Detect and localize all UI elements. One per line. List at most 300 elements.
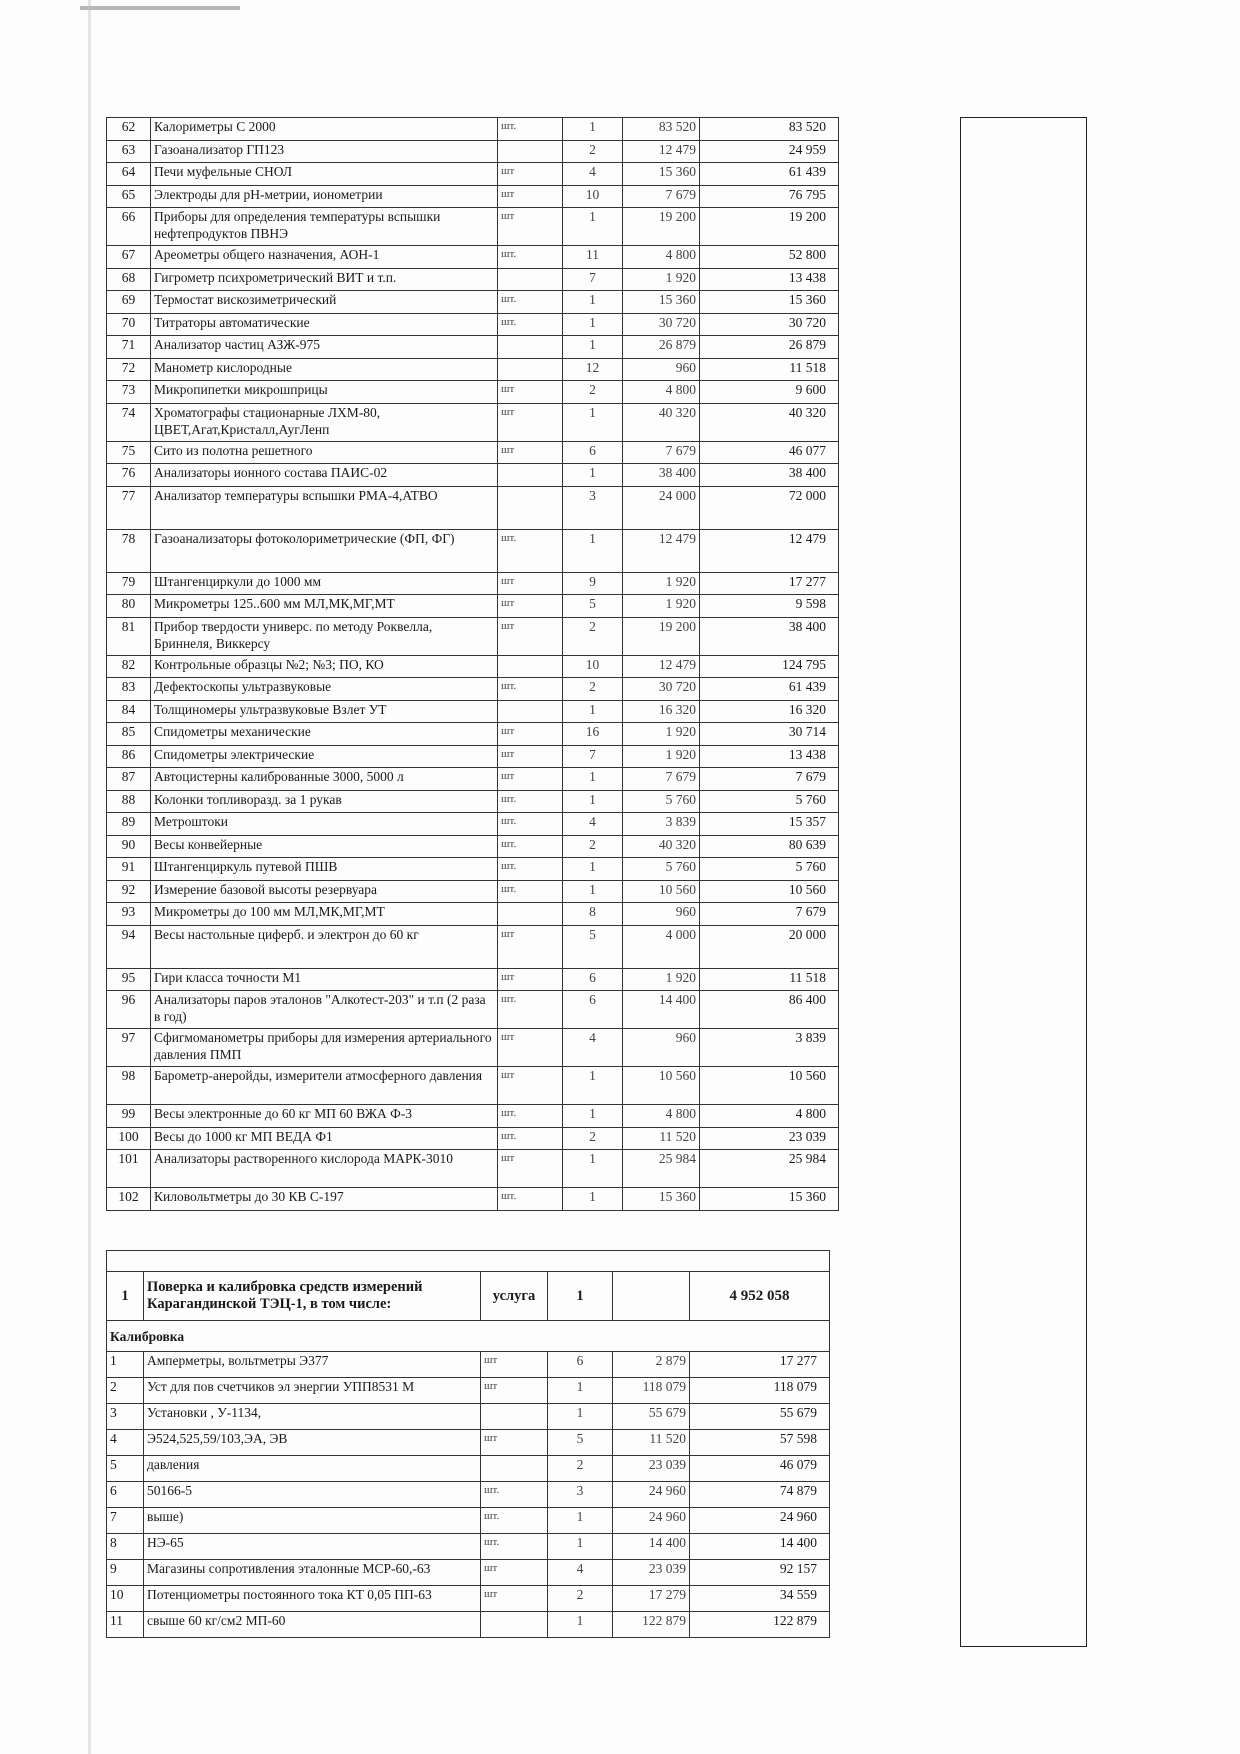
cell-total: 40 320 <box>700 403 839 441</box>
cell-qty: 12 <box>563 358 623 381</box>
cell-name: выше) <box>144 1508 481 1534</box>
cell-n: 98 <box>107 1067 151 1105</box>
cell-total: 25 984 <box>700 1150 839 1188</box>
cell-qty: 7 <box>563 745 623 768</box>
cell-name: Микропипетки микрошприцы <box>151 381 498 404</box>
service-row <box>107 1272 830 1321</box>
cell-price: 12 479 <box>623 529 700 572</box>
cell-total: 72 000 <box>700 486 839 529</box>
service-number: 1 <box>107 1272 144 1321</box>
cell-n: 5 <box>107 1456 144 1482</box>
table-row <box>107 358 839 381</box>
cell-n: 74 <box>107 403 151 441</box>
cell-unit: шт <box>498 1067 563 1105</box>
cell-unit: шт <box>498 381 563 404</box>
cell-total: 83 520 <box>700 118 839 141</box>
service-price <box>613 1272 690 1321</box>
cell-n: 86 <box>107 745 151 768</box>
cell-total: 38 400 <box>700 617 839 655</box>
cell-qty: 1 <box>563 858 623 881</box>
cell-total: 5 760 <box>700 858 839 881</box>
cell-price: 24 000 <box>623 486 700 529</box>
table-row <box>107 1508 830 1534</box>
cell-price: 16 320 <box>623 700 700 723</box>
cell-qty: 1 <box>563 291 623 314</box>
cell-qty: 1 <box>563 208 623 246</box>
cell-total: 52 800 <box>700 246 839 269</box>
table-row <box>107 858 839 881</box>
cell-name: Метроштоки <box>151 813 498 836</box>
cell-qty: 1 <box>548 1378 613 1404</box>
cell-price: 1 920 <box>623 595 700 618</box>
cell-qty: 16 <box>563 723 623 746</box>
table-row <box>107 1188 839 1211</box>
cell-total: 16 320 <box>700 700 839 723</box>
cell-total: 24 959 <box>700 140 839 163</box>
cell-price: 7 679 <box>623 768 700 791</box>
cell-n: 6 <box>107 1482 144 1508</box>
cell-qty: 1 <box>563 700 623 723</box>
cell-price: 19 200 <box>623 208 700 246</box>
cell-name: давления <box>144 1456 481 1482</box>
cell-total: 14 400 <box>690 1534 830 1560</box>
cell-n: 101 <box>107 1150 151 1188</box>
cell-unit: шт. <box>481 1482 548 1508</box>
cell-unit <box>498 268 563 291</box>
cell-name: Колонки топливоразд. за 1 рукав <box>151 790 498 813</box>
cell-qty: 1 <box>548 1508 613 1534</box>
cell-name: Газоанализаторы фотоколориметрические (ФП, ФГ) <box>151 529 498 572</box>
cell-unit: шт <box>498 185 563 208</box>
cell-n: 11 <box>107 1612 144 1638</box>
cell-n: 8 <box>107 1534 144 1560</box>
cell-qty: 2 <box>563 140 623 163</box>
cell-unit <box>481 1612 548 1638</box>
calibration-table <box>106 1250 830 1638</box>
cell-unit <box>498 903 563 926</box>
side-empty-box <box>960 117 1087 1647</box>
cell-name: свыше 60 кг/см2 МП-60 <box>144 1612 481 1638</box>
cell-qty: 2 <box>563 617 623 655</box>
cell-total: 15 357 <box>700 813 839 836</box>
cell-price: 960 <box>623 1029 700 1067</box>
cell-name: Прибор твердости универс. по методу Роквелла, Бриннеля, Виккерсу <box>151 617 498 655</box>
cell-unit: шт. <box>481 1534 548 1560</box>
cell-qty: 1 <box>563 313 623 336</box>
cell-price: 4 800 <box>623 1105 700 1128</box>
cell-price: 4 000 <box>623 925 700 968</box>
cell-n: 95 <box>107 968 151 991</box>
cell-price: 5 760 <box>623 790 700 813</box>
cell-total: 24 960 <box>690 1508 830 1534</box>
cell-unit: шт <box>498 441 563 464</box>
table-row <box>107 246 839 269</box>
cell-name: Дефектоскопы ультразвуковые <box>151 678 498 701</box>
cell-total: 30 714 <box>700 723 839 746</box>
cell-qty: 9 <box>563 572 623 595</box>
table-row <box>107 655 839 678</box>
calibration-table-container <box>106 1250 830 1638</box>
cell-name: Барометр-анеройды, измерители атмосферного давления <box>151 1067 498 1105</box>
cell-price: 12 479 <box>623 655 700 678</box>
cell-qty: 4 <box>548 1560 613 1586</box>
cell-n: 94 <box>107 925 151 968</box>
table-row <box>107 529 839 572</box>
cell-unit: шт <box>481 1352 548 1378</box>
cell-name: Ареометры общего назначения, АОН-1 <box>151 246 498 269</box>
table-row <box>107 745 839 768</box>
cell-price: 40 320 <box>623 835 700 858</box>
cell-price: 15 360 <box>623 291 700 314</box>
cell-qty: 6 <box>563 968 623 991</box>
table-row <box>107 1586 830 1612</box>
cell-unit: шт <box>481 1378 548 1404</box>
cell-qty: 1 <box>548 1534 613 1560</box>
cell-name: Хроматографы стационарные ЛХМ-80, ЦВЕТ,Агат,Кристалл,АугЛенп <box>151 403 498 441</box>
cell-n: 92 <box>107 880 151 903</box>
cell-n: 78 <box>107 529 151 572</box>
cell-name: Уст для пов счетчиков эл энергии УПП8531 М <box>144 1378 481 1404</box>
cell-n: 96 <box>107 991 151 1029</box>
cell-unit: шт. <box>498 291 563 314</box>
cell-total: 15 360 <box>700 1188 839 1211</box>
cell-qty: 1 <box>563 880 623 903</box>
cell-name: Магазины сопротивления эталонные МСР-60,-63 <box>144 1560 481 1586</box>
table-row <box>107 1560 830 1586</box>
cell-total: 34 559 <box>690 1586 830 1612</box>
cell-price: 23 039 <box>613 1456 690 1482</box>
cell-unit: шт. <box>498 858 563 881</box>
cell-price: 11 520 <box>623 1127 700 1150</box>
cell-n: 93 <box>107 903 151 926</box>
cell-name: Титраторы автоматические <box>151 313 498 336</box>
table-row <box>107 678 839 701</box>
cell-unit <box>498 140 563 163</box>
cell-name: Штангенциркуль путевой ПШВ <box>151 858 498 881</box>
table-row <box>107 163 839 186</box>
cell-unit: шт <box>498 925 563 968</box>
cell-price: 11 520 <box>613 1430 690 1456</box>
cell-unit <box>498 700 563 723</box>
table-row <box>107 991 839 1029</box>
cell-n: 97 <box>107 1029 151 1067</box>
cell-unit: шт <box>498 968 563 991</box>
cell-n: 85 <box>107 723 151 746</box>
table-row <box>107 208 839 246</box>
cell-name: Микрометры 125..600 мм МЛ,МК,МГ,МТ <box>151 595 498 618</box>
cell-price: 10 560 <box>623 880 700 903</box>
cell-unit: шт <box>498 768 563 791</box>
cell-total: 38 400 <box>700 464 839 487</box>
cell-qty: 6 <box>563 441 623 464</box>
cell-unit: шт <box>498 1029 563 1067</box>
cell-qty: 4 <box>563 1029 623 1067</box>
cell-qty: 10 <box>563 655 623 678</box>
cell-name: Штангенциркули до 1000 мм <box>151 572 498 595</box>
cell-unit: шт <box>481 1586 548 1612</box>
table-row <box>107 1150 839 1188</box>
cell-name: Весы электронные до 60 кг МП 60 ВЖА Ф-3 <box>151 1105 498 1128</box>
cell-unit: шт. <box>498 313 563 336</box>
cell-price: 2 879 <box>613 1352 690 1378</box>
cell-n: 76 <box>107 464 151 487</box>
cell-total: 10 560 <box>700 1067 839 1105</box>
cell-total: 76 795 <box>700 185 839 208</box>
cell-n: 65 <box>107 185 151 208</box>
cell-qty: 3 <box>548 1482 613 1508</box>
cell-qty: 8 <box>563 903 623 926</box>
cell-unit: шт. <box>498 790 563 813</box>
table-row <box>107 441 839 464</box>
cell-total: 13 438 <box>700 745 839 768</box>
cell-total: 7 679 <box>700 768 839 791</box>
cell-price: 15 360 <box>623 1188 700 1211</box>
cell-qty: 5 <box>563 925 623 968</box>
cell-price: 14 400 <box>623 991 700 1029</box>
cell-unit: шт <box>481 1560 548 1586</box>
cell-unit: шт <box>498 1150 563 1188</box>
cell-total: 9 600 <box>700 381 839 404</box>
cell-qty: 4 <box>563 813 623 836</box>
cell-total: 20 000 <box>700 925 839 968</box>
cell-name: Сфигмоманометры приборы для измерения артериального давления ПМП <box>151 1029 498 1067</box>
cell-total: 61 439 <box>700 163 839 186</box>
cell-price: 23 039 <box>613 1560 690 1586</box>
cell-qty: 10 <box>563 185 623 208</box>
table-row <box>107 1127 839 1150</box>
cell-price: 4 800 <box>623 246 700 269</box>
table-row <box>107 700 839 723</box>
cell-unit <box>481 1404 548 1430</box>
cell-name: Анализаторы растворенного кислорода МАРК-3010 <box>151 1150 498 1188</box>
cell-total: 57 598 <box>690 1430 830 1456</box>
cell-total: 12 479 <box>700 529 839 572</box>
cell-price: 118 079 <box>613 1378 690 1404</box>
cell-name: 50166-5 <box>144 1482 481 1508</box>
cell-total: 17 277 <box>700 572 839 595</box>
cell-n: 77 <box>107 486 151 529</box>
cell-qty: 1 <box>563 118 623 141</box>
cell-qty: 1 <box>548 1612 613 1638</box>
cell-total: 11 518 <box>700 968 839 991</box>
cell-total: 80 639 <box>700 835 839 858</box>
table-row <box>107 903 839 926</box>
cell-qty: 2 <box>563 1127 623 1150</box>
cell-price: 1 920 <box>623 572 700 595</box>
cell-n: 1 <box>107 1352 144 1378</box>
cell-total: 19 200 <box>700 208 839 246</box>
table-row <box>107 1352 830 1378</box>
cell-name: Печи муфельные СНОЛ <box>151 163 498 186</box>
cell-total: 55 679 <box>690 1404 830 1430</box>
cell-total: 15 360 <box>700 291 839 314</box>
cell-total: 86 400 <box>700 991 839 1029</box>
cell-price: 26 879 <box>623 336 700 359</box>
cell-unit: шт. <box>481 1508 548 1534</box>
cell-total: 4 800 <box>700 1105 839 1128</box>
cell-qty: 1 <box>563 1150 623 1188</box>
table-row <box>107 1378 830 1404</box>
cell-price: 5 760 <box>623 858 700 881</box>
cell-qty: 1 <box>563 464 623 487</box>
cell-price: 7 679 <box>623 185 700 208</box>
cell-price: 960 <box>623 903 700 926</box>
cell-price: 30 720 <box>623 678 700 701</box>
cell-name: Весы конвейерные <box>151 835 498 858</box>
cell-n: 68 <box>107 268 151 291</box>
cell-n: 2 <box>107 1378 144 1404</box>
cell-name: Анализатор температуры вспышки PMA-4,ATBO <box>151 486 498 529</box>
table-row <box>107 1430 830 1456</box>
cell-n: 99 <box>107 1105 151 1128</box>
cell-n: 88 <box>107 790 151 813</box>
table-row <box>107 486 839 529</box>
cell-unit: шт <box>498 163 563 186</box>
table-row <box>107 185 839 208</box>
cell-n: 80 <box>107 595 151 618</box>
cell-n: 84 <box>107 700 151 723</box>
cell-total: 9 598 <box>700 595 839 618</box>
cell-price: 24 960 <box>613 1482 690 1508</box>
cell-price: 40 320 <box>623 403 700 441</box>
cell-qty: 6 <box>563 991 623 1029</box>
cell-price: 4 800 <box>623 381 700 404</box>
cell-n: 73 <box>107 381 151 404</box>
cell-name: Амперметры, вольтметры Э377 <box>144 1352 481 1378</box>
cell-price: 83 520 <box>623 118 700 141</box>
cell-price: 10 560 <box>623 1067 700 1105</box>
cell-n: 3 <box>107 1404 144 1430</box>
service-total: 4 952 058 <box>690 1272 830 1321</box>
cell-name: Анализаторы ионного состава ПАИС-02 <box>151 464 498 487</box>
cell-qty: 2 <box>548 1456 613 1482</box>
cell-n: 69 <box>107 291 151 314</box>
scan-edge-top <box>80 6 240 10</box>
cell-total: 10 560 <box>700 880 839 903</box>
cell-n: 83 <box>107 678 151 701</box>
table-row <box>107 572 839 595</box>
table-row <box>107 1482 830 1508</box>
equipment-table <box>106 117 839 1211</box>
cell-qty: 4 <box>563 163 623 186</box>
cell-qty: 2 <box>563 678 623 701</box>
cell-price: 14 400 <box>613 1534 690 1560</box>
cell-name: Весы до 1000 кг МП ВЕДА Ф1 <box>151 1127 498 1150</box>
cell-n: 87 <box>107 768 151 791</box>
cell-name: Анализатор частиц АЗЖ-975 <box>151 336 498 359</box>
table-row <box>107 968 839 991</box>
cell-total: 122 879 <box>690 1612 830 1638</box>
equipment-table-container <box>106 117 839 1211</box>
table-row <box>107 813 839 836</box>
cell-price: 1 920 <box>623 723 700 746</box>
cell-qty: 1 <box>563 1067 623 1105</box>
cell-unit: шт. <box>498 991 563 1029</box>
cell-qty: 2 <box>563 381 623 404</box>
table-row <box>107 336 839 359</box>
cell-unit: шт. <box>498 678 563 701</box>
cell-n: 9 <box>107 1560 144 1586</box>
cell-name: Гигрометр психрометрический ВИТ и т.п. <box>151 268 498 291</box>
table-row <box>107 880 839 903</box>
cell-unit: шт. <box>498 813 563 836</box>
cell-n: 100 <box>107 1127 151 1150</box>
cell-total: 13 438 <box>700 268 839 291</box>
cell-qty: 2 <box>563 835 623 858</box>
cell-n: 70 <box>107 313 151 336</box>
cell-name: Измерение базовой высоты резервуара <box>151 880 498 903</box>
cell-total: 30 720 <box>700 313 839 336</box>
cell-unit: шт. <box>498 118 563 141</box>
cell-n: 75 <box>107 441 151 464</box>
table-row <box>107 464 839 487</box>
table-row <box>107 268 839 291</box>
cell-total: 61 439 <box>700 678 839 701</box>
cell-qty: 5 <box>548 1430 613 1456</box>
cell-name: Манометр кислородные <box>151 358 498 381</box>
cell-n: 89 <box>107 813 151 836</box>
cell-unit: шт <box>498 745 563 768</box>
cell-name: НЭ-65 <box>144 1534 481 1560</box>
cell-name: Установки , У-1134, <box>144 1404 481 1430</box>
cell-qty: 1 <box>563 1188 623 1211</box>
table-row <box>107 118 839 141</box>
cell-n: 67 <box>107 246 151 269</box>
cell-qty: 1 <box>563 790 623 813</box>
cell-total: 118 079 <box>690 1378 830 1404</box>
table-row <box>107 1029 839 1067</box>
service-unit: услуга <box>481 1272 548 1321</box>
table-row <box>107 381 839 404</box>
cell-n: 102 <box>107 1188 151 1211</box>
section-row <box>107 1321 830 1352</box>
cell-unit: шт <box>498 403 563 441</box>
cell-name: Анализаторы паров эталонов "Алкотест-203" и т.п (2 раза в год) <box>151 991 498 1029</box>
table-row <box>107 403 839 441</box>
cell-total: 5 760 <box>700 790 839 813</box>
cell-unit: шт <box>498 208 563 246</box>
cell-name: Спидометры электрические <box>151 745 498 768</box>
table-row <box>107 925 839 968</box>
cell-name: Потенциометры постоянного тока КТ 0,05 ПП-63 <box>144 1586 481 1612</box>
cell-n: 82 <box>107 655 151 678</box>
cell-price: 15 360 <box>623 163 700 186</box>
service-qty: 1 <box>548 1272 613 1321</box>
cell-unit <box>498 655 563 678</box>
cell-n: 81 <box>107 617 151 655</box>
cell-name: Термостат вискозиметрический <box>151 291 498 314</box>
cell-unit <box>498 336 563 359</box>
table-row <box>107 1534 830 1560</box>
table-row <box>107 790 839 813</box>
table-row <box>107 1105 839 1128</box>
table-row <box>107 313 839 336</box>
cell-unit: шт <box>498 595 563 618</box>
cell-price: 38 400 <box>623 464 700 487</box>
cell-name: Приборы для определения температуры вспышки нефтепродуктов ПВНЭ <box>151 208 498 246</box>
cell-unit: шт. <box>498 1127 563 1150</box>
cell-qty: 1 <box>563 336 623 359</box>
scan-edge <box>88 0 91 1754</box>
cell-unit: шт <box>498 572 563 595</box>
cell-n: 90 <box>107 835 151 858</box>
section-title: Калибровка <box>107 1321 830 1352</box>
table-row <box>107 1404 830 1430</box>
cell-n: 63 <box>107 140 151 163</box>
cell-qty: 2 <box>548 1586 613 1612</box>
cell-price: 960 <box>623 358 700 381</box>
cell-name: Сито из полотна решетного <box>151 441 498 464</box>
